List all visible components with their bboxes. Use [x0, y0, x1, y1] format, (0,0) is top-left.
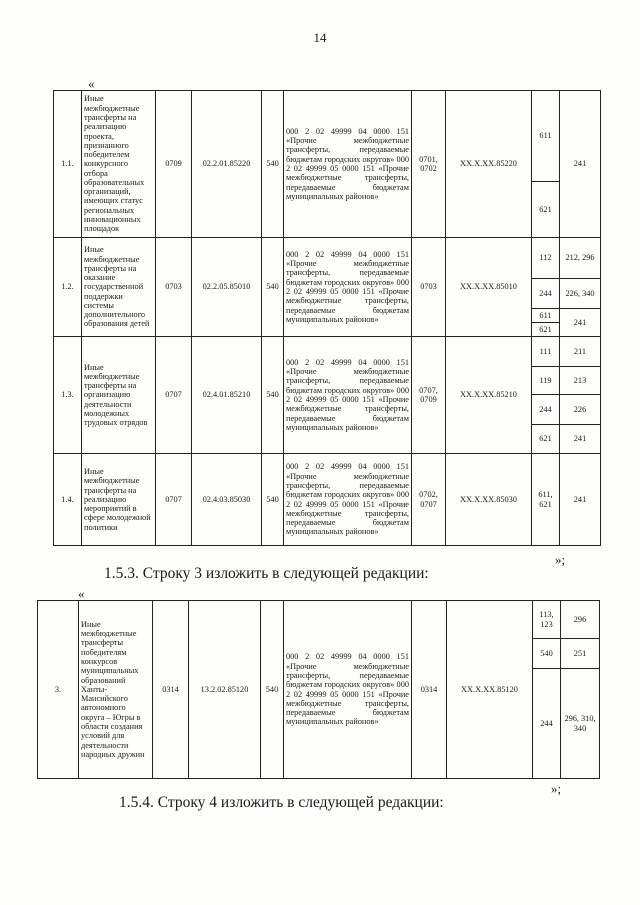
sections-list: 0314 — [412, 601, 447, 779]
vr-code: 611 — [532, 309, 560, 323]
expense-type: 540 — [262, 337, 284, 454]
kosgu-code: 241 — [560, 454, 601, 546]
section-code: 0703 — [156, 238, 192, 337]
vr-code: 621 — [532, 182, 560, 238]
row-name: Иные межбюджетные трансферты победителям конкурсов муниципальных образований Ханты-Мансийского автономного округа – Югры в области создания условий для деятельности народных дружин — [79, 601, 153, 779]
target-code: XX.X.XX.85120 — [447, 601, 533, 779]
budget-table-1 — [53, 90, 601, 546]
target-article: 02.2.01.85220 — [192, 91, 262, 238]
kosgu-code: 296 — [561, 601, 600, 639]
paragraph-1-5-3: 1.5.3. Строку 3 изложить в следующей редакции: — [104, 565, 429, 582]
expense-type: 540 — [261, 601, 284, 779]
target-article: 13.2.02.85120 — [189, 601, 261, 779]
row-number: 1.1. — [54, 91, 82, 238]
vr-code: 540 — [533, 639, 561, 669]
vr-code: 113, 123 — [533, 601, 561, 639]
kosgu-code: 213 — [560, 367, 601, 395]
income-code: 000 2 02 49999 04 0000 151 «Прочие межбюджетные трансферты, передаваемые бюджетам городских округов» 000 2 02 49999 05 0000 151 «Прочие межбюджетные трансферты, передаваемые бюджетам муниципальных районов» — [284, 601, 412, 779]
row-name: Иные межбюджетные трансферты на оказание государственной поддержки системы дополнительного образования детей — [82, 238, 156, 337]
vr-code: 119 — [532, 367, 560, 395]
row-number: 3. — [38, 601, 79, 779]
quote-close-1: »; — [555, 552, 566, 567]
vr-code: 112 — [532, 238, 560, 279]
table-row — [54, 238, 601, 279]
kosgu-code: 241 — [560, 91, 601, 238]
vr-code: 611, 621 — [532, 454, 560, 546]
kosgu-code: 211 — [560, 337, 601, 367]
kosgu-code: 226 — [560, 395, 601, 425]
sections-list: 0702, 0707 — [412, 454, 446, 546]
sections-list: 0701, 0702 — [412, 91, 446, 238]
table-row — [38, 601, 600, 639]
vr-code: 621 — [532, 323, 560, 337]
kosgu-code: 241 — [560, 425, 601, 454]
row-number: 1.3. — [54, 337, 82, 454]
vr-code: 244 — [532, 279, 560, 309]
income-code: 000 2 02 49999 04 0000 151 «Прочие межбюджетные трансферты, передаваемые бюджетам городских округов» 000 2 02 49999 05 0000 151 «Прочие межбюджетные трансферты, передаваемые бюджетам муниципальных районов» — [284, 91, 412, 238]
income-code: 000 2 02 49999 04 0000 151 «Прочие межбюджетные трансферты, передаваемые бюджетам городских округов» 000 2 02 49999 05 0000 151 «Прочие межбюджетные трансферты, передаваемые бюджетам муниципальных районов» — [284, 337, 412, 454]
vr-code: 244 — [532, 395, 560, 425]
paragraph-1-5-4: 1.5.4. Строку 4 изложить в следующей редакции: — [119, 794, 444, 811]
vr-code: 111 — [532, 337, 560, 367]
target-code: XX.X.XX.85220 — [446, 91, 532, 238]
kosgu-code: 251 — [561, 639, 600, 669]
quote-open-1: « — [88, 76, 95, 91]
row-number: 1.2. — [54, 238, 82, 337]
row-number: 1.4. — [54, 454, 82, 546]
expense-type: 540 — [262, 238, 284, 337]
quote-open-2: « — [78, 586, 85, 601]
page-number: 14 — [313, 30, 327, 45]
target-article: 02.2.05.85010 — [192, 238, 262, 337]
section-code: 0707 — [156, 454, 192, 546]
vr-code: 611 — [532, 91, 560, 182]
target-code: XX.X.XX.85030 — [446, 454, 532, 546]
sections-list: 0703 — [412, 238, 446, 337]
target-code: XX.X.XX.85210 — [446, 337, 532, 454]
row-name: Иные межбюджетные трансферты на реализацию проекта, признанного победителем конкурсного отбора образовательных организаций, имеющих статус региональных инновационных площадок — [82, 91, 156, 238]
table-row — [54, 454, 601, 546]
target-article: 02.4.03.85030 — [192, 454, 262, 546]
target-article: 02.4.01.85210 — [192, 337, 262, 454]
expense-type: 540 — [262, 91, 284, 238]
budget-table-2 — [37, 600, 600, 779]
kosgu-code: 226, 340 — [560, 279, 601, 309]
table-row — [54, 91, 601, 182]
sections-list: 0707, 0709 — [412, 337, 446, 454]
row-name: Иные межбюджетные трансферты на реализацию мероприятий в сфере молодежной политики — [82, 454, 156, 546]
row-name: Иные межбюджетные трансферты на организацию деятельности молодежных трудовых отрядов — [82, 337, 156, 454]
table-row — [54, 337, 601, 367]
quote-close-2: »; — [551, 781, 562, 796]
section-code: 0314 — [153, 601, 189, 779]
target-code: XX.X.XX.85010 — [446, 238, 532, 337]
income-code: 000 2 02 49999 04 0000 151 «Прочие межбюджетные трансферты, передаваемые бюджетам городских округов» 000 2 02 49999 05 0000 151 «Прочие межбюджетные трансферты, передаваемые бюджетам муниципальных районов» — [284, 238, 412, 337]
expense-type: 540 — [262, 454, 284, 546]
vr-code: 621 — [532, 425, 560, 454]
kosgu-code: 241 — [560, 309, 601, 337]
kosgu-code: 296, 310, 340 — [561, 669, 600, 779]
vr-code: 244 — [533, 669, 561, 779]
section-code: 0709 — [156, 91, 192, 238]
income-code: 000 2 02 49999 04 0000 151 «Прочие межбюджетные трансферты, передаваемые бюджетам городских округов» 000 2 02 49999 05 0000 151 «Прочие межбюджетные трансферты, передаваемые бюджетам муниципальных районов» — [284, 454, 412, 546]
kosgu-code: 212, 296 — [560, 238, 601, 279]
section-code: 0707 — [156, 337, 192, 454]
